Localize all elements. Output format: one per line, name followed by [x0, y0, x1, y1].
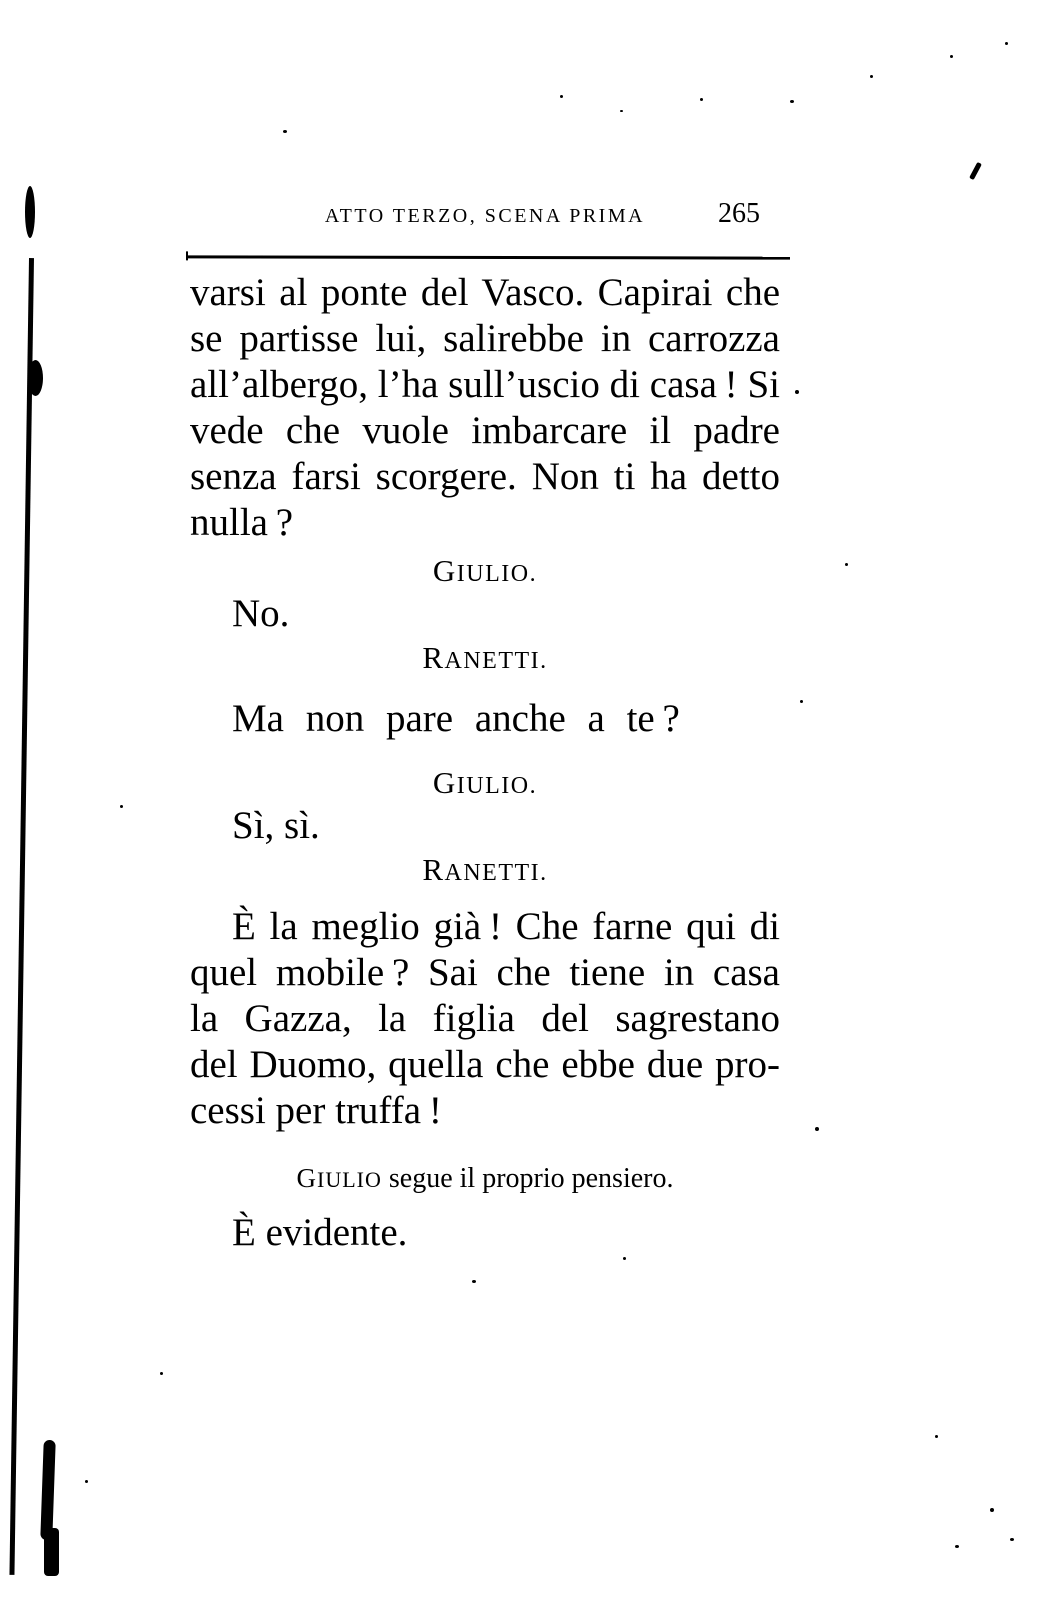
dialogue-line: varsi al ponte del Vasco. Capirai che	[190, 271, 780, 314]
speaker-heading-giulio-1: GIULIO.	[432, 553, 538, 588]
dialogue-reply-no: No.	[232, 592, 290, 635]
speaker-heading-giulio-2: GIULIO.	[432, 765, 538, 800]
dialogue-reply-evidente: È evidente.	[232, 1211, 408, 1254]
dialogue-line: la Gazza, la figlia del sagrestano	[190, 997, 780, 1040]
stage-speaker: GIULIO	[296, 1163, 382, 1193]
speaker-heading-ranetti-2: RANETTI.	[422, 852, 548, 887]
binding-thick-bottom	[40, 1440, 55, 1540]
dialogue-line: se partisse lui, salirebbe in carrozza	[190, 317, 780, 360]
header-rule	[186, 255, 790, 259]
text-column	[190, 270, 780, 1256]
binding-bulge	[28, 360, 43, 396]
dialogue-line: cessi per truffa !	[190, 1089, 442, 1132]
dialogue-paragraph-2	[190, 904, 780, 1134]
binding-foot	[44, 1528, 59, 1576]
dialogue-line: nulla ?	[190, 501, 294, 544]
dialogue-line: vede che vuole imbarcare il padre	[190, 409, 780, 452]
dialogue-line: all’albergo, l’ha sull’uscio di casa ! Si	[190, 363, 780, 406]
stage-text: segue il proprio pensiero.	[388, 1163, 674, 1194]
dialogue-line: senza farsi scorgere. Non ti ha detto	[190, 455, 780, 498]
dialogue-reply-ma-non-pare: Ma non pare anche a te ?	[232, 697, 680, 740]
page-header	[190, 200, 780, 234]
binding-line	[9, 258, 34, 1575]
dialogue-reply-si-si: Sì, sì.	[232, 804, 320, 847]
page-number: 265	[718, 198, 760, 229]
binding-blob-top	[25, 186, 35, 238]
speaker-heading-ranetti-1: RANETTI.	[422, 640, 548, 675]
dialogue-paragraph-1	[190, 270, 780, 546]
dialogue-line: quel mobile ? Sai che tiene in casa	[190, 951, 780, 994]
stage-direction	[190, 1160, 780, 1198]
dialogue-line: del Duomo, quella che ebbe due pro-	[190, 1043, 780, 1086]
running-title: ATTO TERZO, SCENA PRIMA	[324, 205, 646, 227]
dialogue-line: È la meglio già ! Che farne qui di	[232, 905, 780, 948]
